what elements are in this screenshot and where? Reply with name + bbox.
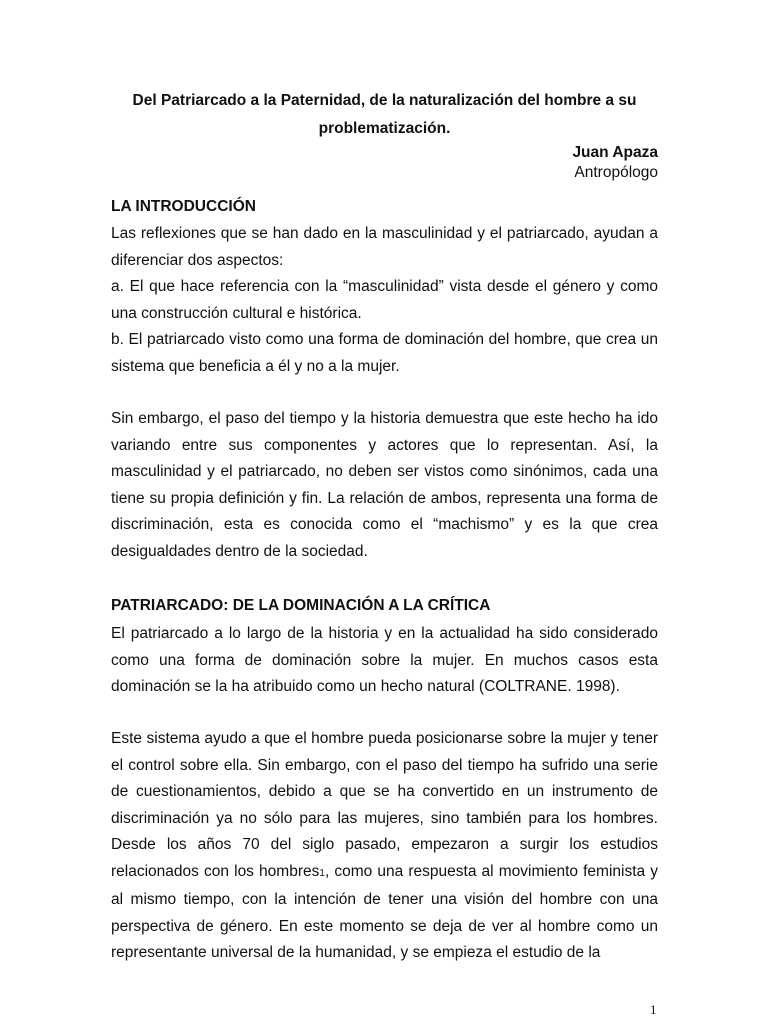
author-name: Juan Apaza (572, 144, 658, 161)
section-1-body (111, 221, 658, 380)
footnote-marker[interactable]: 1 (319, 867, 325, 879)
section-heading-patriarcado: PATRIARCADO: DE LA DOMINACIÓN A LA CRÍTICA (111, 597, 491, 614)
author-role: Antropólogo (574, 164, 658, 181)
paragraph-sin-embargo: Sin embargo, el paso del tiempo y la historia demuestra que este hecho ha ido variando entre sus componentes y actores que lo representan. Así, la masculinidad y el patriarcado, no deben ser vistos como sinónimos, cada una tiene su propia definición y fin. La relación de ambos, representa una forma de discriminación, esta es conocida como el “machismo” y es la que crea desigualdades dentro de la sociedad. (111, 410, 658, 560)
document-title (111, 87, 658, 143)
page-number: 1 (650, 1002, 657, 1017)
paragraph-item-a: a. El que hace referencia con la “masculinidad” vista desde el género y como una construcción cultural e histórica. (111, 278, 658, 322)
paragraph-intro: Las reflexiones que se han dado en la masculinidad y el patriarcado, ayudan a diferenciar dos aspectos: (111, 225, 658, 269)
paragraph-este-sistema-text-2: , como una respuesta al movimiento feminista y al mismo tiempo, con la intención de tener una visión del hombre con una perspectiva de género. En este momento se deja de ver al hombre como un representante universal de la humanidad, y se empieza el estudio de la (111, 862, 659, 961)
paragraph-item-b: b. El patriarcado visto como una forma de dominación del hombre, que crea un sistema que beneficia a él y no a la mujer. (111, 331, 658, 375)
section-heading-introduccion: LA INTRODUCCIÓN (111, 198, 256, 215)
paragraph-este-sistema (111, 726, 658, 967)
paragraph-patriarcado: El patriarcado a lo largo de la historia y en la actualidad ha sido considerado como una forma de dominación sobre la mujer. En muchos casos esta dominación se la ha atribuido como un hecho natural (COLTRANE. 1998). (111, 625, 658, 695)
author-block (572, 143, 658, 183)
title-line-2: problematización. (318, 120, 451, 137)
title-line-1: Del Patriarcado a la Paternidad, de la naturalización del hombre a su (132, 92, 637, 109)
paragraph-este-sistema-text-1: Este sistema ayudo a que el hombre pueda posicionarse sobre la mujer y tener el control sobre ella. Sin embargo, con el paso del tiempo ha sufrido una serie de cuestionamientos, debido a que se ha convertido en un instrumento de discriminación ya no sólo para las mujeres, sino también para los hombres. Desde los años 70 del siglo pasado, empezaron a surgir los estudios relacionados con los hombres (111, 730, 658, 880)
